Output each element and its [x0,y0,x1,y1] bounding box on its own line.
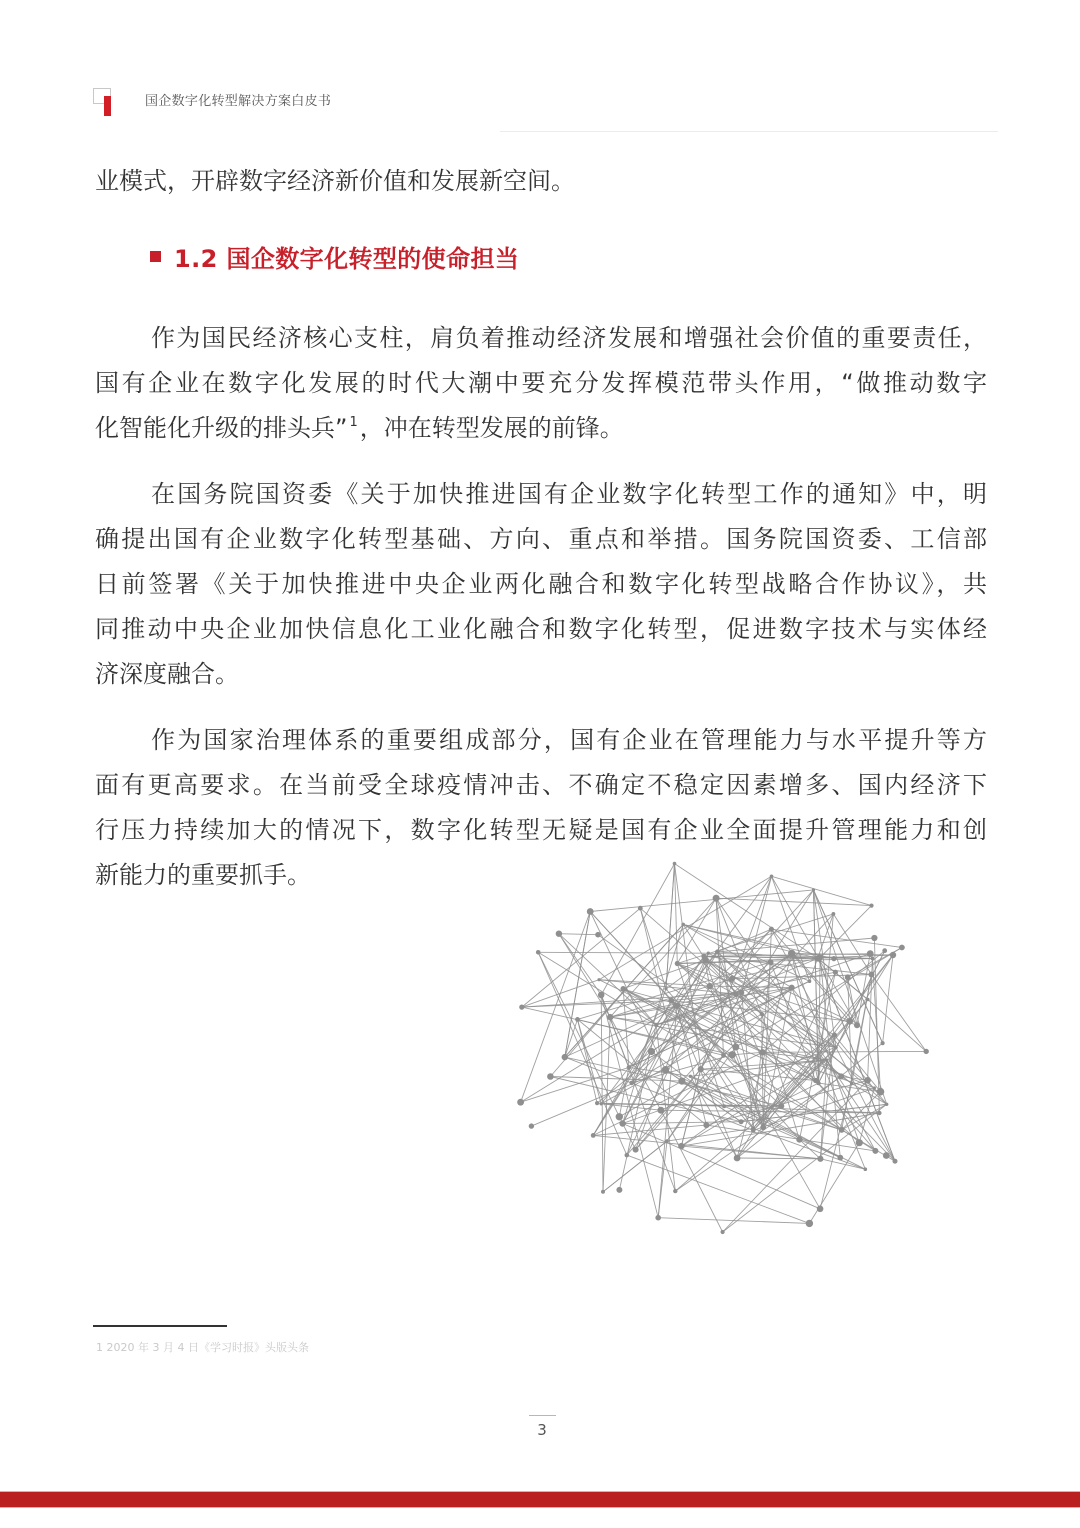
network-edges [521,864,927,1232]
network-node [674,1003,680,1009]
network-node [595,1101,599,1105]
network-node [869,972,875,978]
logo-red-bar [104,96,111,116]
network-node [839,1127,845,1133]
network-node [665,1139,669,1143]
text-line: 日前签署《关于加快推进中央企业两化融合和数字化转型战略合作协议》，共 [95,570,987,598]
text-line: 行压力持续加大的情况下，数字化转型无疑是国有企业全面提升管理能力和创 [95,816,987,844]
network-node [624,988,628,992]
network-node [779,1103,785,1109]
network-node [899,945,905,951]
continuation-paragraph [95,159,987,204]
text-segment: ，冲在转型发展的前锋。 [359,414,624,442]
network-edge [559,934,598,935]
text-line: 济深度融合。 [95,660,239,688]
network-edge [623,1122,742,1124]
network-edge [559,934,601,995]
network-node [733,992,738,997]
footer-red-bar [0,1491,1080,1508]
footnote-divider [93,1325,227,1327]
network-node [885,1103,888,1106]
network-node [881,1041,885,1045]
network-node [607,1014,613,1020]
paragraph-1 [95,316,987,451]
network-node [591,1133,596,1138]
network-node [856,1139,863,1146]
network-node [713,895,720,902]
network-edge [883,955,893,1043]
network-node [721,1053,726,1058]
header-divider [500,131,998,132]
network-node [845,974,851,980]
network-node [536,950,541,955]
network-node [739,1119,744,1124]
network-node [770,875,774,879]
network-node [877,1111,881,1115]
network-node [668,998,674,1004]
network-node [616,1113,623,1120]
network-node [864,1167,868,1171]
network-node [678,1143,684,1149]
network-node [837,1155,843,1161]
network-node [616,1187,622,1193]
network-node [833,970,838,975]
network-edge [771,929,902,947]
network-node [838,1073,844,1079]
network-node [759,1049,765,1055]
network-node [883,1152,890,1159]
network-node [633,1147,639,1153]
page-number: 3 [537,1421,547,1439]
network-edge [820,1159,865,1169]
network-node [595,932,601,938]
network-node [832,912,836,916]
network-edge [538,952,627,1155]
network-node [871,957,875,961]
network-node [619,1120,625,1126]
text-line: 面有更高要求。在当前受全球疫情冲击、不确定不稳定因素增多、国内经济下 [95,771,987,799]
network-edge [872,975,927,1052]
network-node [817,955,823,961]
network-node [760,1124,766,1130]
network-node [890,952,896,958]
network-node [854,1022,860,1028]
square-bullet-icon [150,251,161,262]
network-node [825,1058,828,1061]
network-node [673,1189,677,1193]
network-node [556,931,562,937]
network-node [601,1190,605,1194]
network-node [768,959,774,965]
network-node [598,992,605,999]
network-edge [601,995,603,1192]
network-node [760,1012,764,1016]
brand-logo-icon [93,88,115,116]
network-node [517,1099,524,1106]
network-node [817,1206,824,1213]
network-node [872,1148,878,1154]
network-node [575,1017,580,1022]
network-node [715,950,720,955]
network-node [600,1102,603,1105]
text-line: 作为国家治理体系的重要组成部分，国有企业在管理能力与水平提升等方 [151,726,987,754]
network-node [638,906,643,911]
network-node [698,1066,704,1072]
network-node [813,1078,818,1083]
network-node [812,888,815,891]
text-line: 作为国民经济核心支柱，肩负着推动经济发展和增强社会价值的重要责任， [151,324,987,352]
network-node [675,961,680,966]
network-node [832,1032,837,1037]
network-node [864,1077,871,1084]
network-edge [681,1060,826,1146]
text-segment: 化智能化升级的排头兵” [95,414,348,442]
network-node [834,1045,838,1049]
network-node [681,923,685,927]
network-node [806,1220,813,1227]
network-node [831,956,836,961]
running-header-title: 国企数字化转型解决方案白皮书 [145,94,332,109]
network-node [707,952,710,955]
network-node [796,1137,802,1143]
network-node [873,1086,876,1089]
network-node [739,990,744,995]
network-node [587,908,594,915]
text-line-with-footnote [95,406,987,451]
network-node [732,1044,739,1051]
page-number-rule [529,1415,556,1416]
section-title [174,239,519,274]
network-node [625,1153,630,1158]
network-node [869,904,873,908]
text-line: 新能力的重要抓手。 [95,861,311,889]
network-graph-icon [505,840,955,1240]
network-node [547,1073,554,1080]
network-node [662,1066,669,1073]
network-node [788,950,795,957]
network-node [882,948,887,953]
network-node [702,957,709,964]
section-number: 1.2 [174,244,218,273]
network-node [627,1065,632,1070]
network-node [673,862,677,866]
network-node [597,978,600,981]
text-line: 同推动中央企业加快信息化工业化融合和数字化转型，促进数字技术与实体经 [95,615,987,643]
network-node [678,1078,685,1085]
network-node [769,927,774,932]
network-node [850,1082,853,1085]
network-node [729,1051,736,1058]
network-edge [681,1146,820,1159]
network-edge [627,1155,810,1223]
network-node [924,1049,929,1054]
network-node [689,1075,692,1078]
network-node [703,1122,709,1128]
paragraph-2 [95,472,987,697]
network-node [722,1104,726,1108]
network-node [808,979,812,983]
network-node [877,1088,885,1096]
network-node [529,1123,534,1128]
network-node [655,1215,661,1221]
section-heading [150,239,519,273]
network-node [657,1107,664,1114]
network-node [664,987,667,990]
network-edge [737,1158,820,1159]
text-line: 确提出国有企业数字化转型基础、方向、重点和举措。国务院国资委、工信部 [95,525,987,553]
text-line: 业模式，开辟数字经济新价值和发展新空间。 [95,167,575,195]
network-node [519,1005,524,1010]
network-node [707,983,713,989]
network-node [751,1126,755,1130]
footnote-reference[interactable]: 1 [349,415,358,430]
network-node [629,1081,634,1086]
network-node [867,950,874,957]
network-node [734,1155,741,1162]
network-edge [658,1141,667,1218]
network-node [789,985,795,991]
network-edge [716,898,871,905]
network-node [871,935,877,941]
network-edge [666,864,675,989]
network-node [562,1054,568,1060]
text-line: 在国务院国资委《关于加快推进国有企业数字化转型工作的通知》中，明 [151,480,987,508]
network-node [729,976,735,982]
network-node [893,1159,898,1164]
network-node [648,1048,655,1055]
network-node [654,1023,658,1027]
network-node [847,1018,854,1025]
network-node [866,998,870,1002]
network-edge [538,952,708,953]
text-line: 国有企业在数字化发展的时代大潮中要充分发挥模范带头作用，“做推动数字 [95,369,987,397]
network-node [721,1230,725,1234]
network-edge [772,876,858,1025]
network-node [817,1156,823,1162]
section-title-text: 国企数字化转型的使命担当 [226,244,520,273]
footnote-text: 1 2020 年 3 月 4 日《学习时报》头版头条 [96,1341,309,1354]
